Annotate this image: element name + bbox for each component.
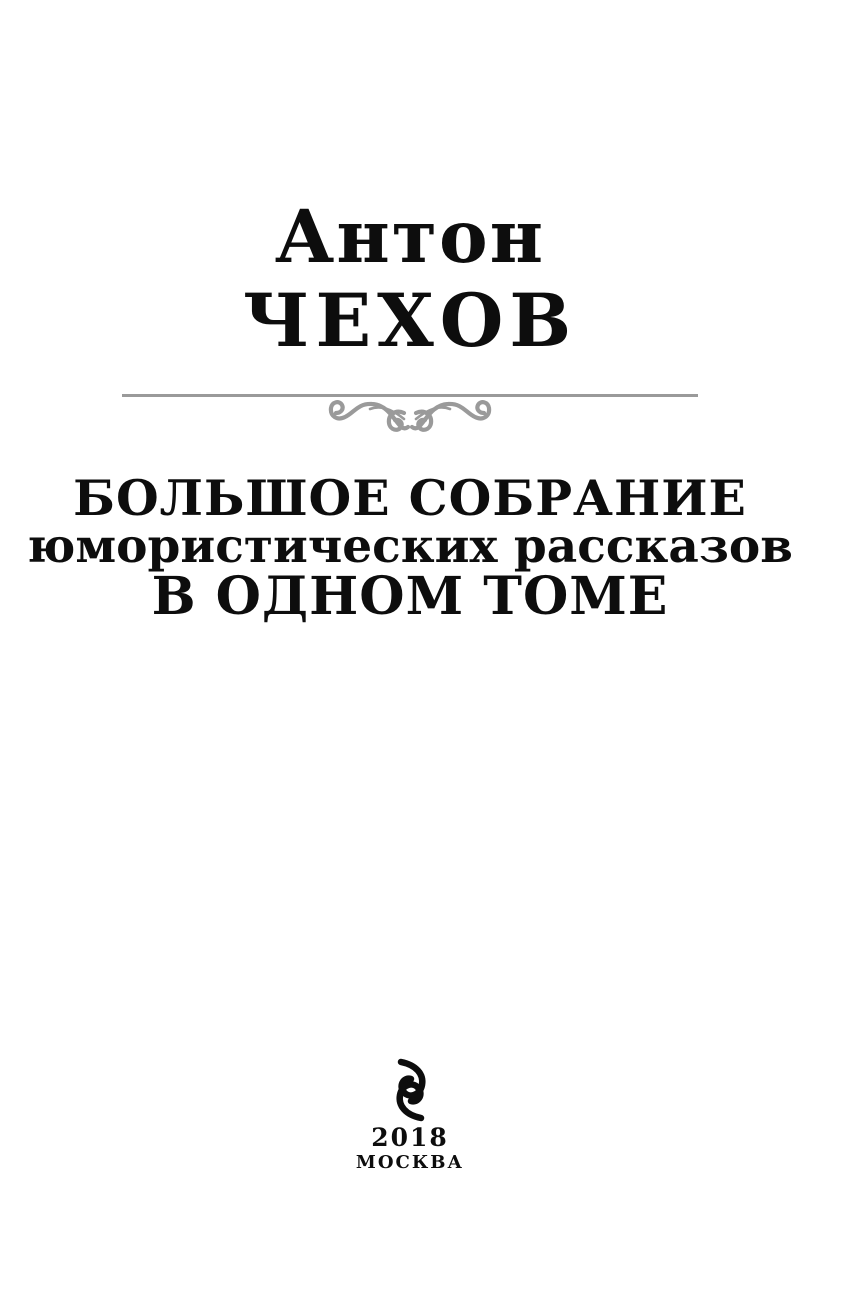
author-first-name: Антон — [274, 194, 546, 280]
flourish-ornament-icon — [320, 393, 500, 441]
book-title-line-3: В ОДНОМ ТОМЕ — [151, 566, 669, 627]
publication-city: МОСКВА — [355, 1152, 465, 1173]
publication-year: 2018 — [371, 1123, 449, 1152]
publisher-logo-icon — [389, 1058, 433, 1122]
book-title-line-2: юмористических рассказов — [27, 519, 793, 574]
author-surname: ЧЕХОВ — [242, 278, 578, 364]
book-title-line-1: БОЛЬШОЕ СОБРАНИЕ — [73, 469, 747, 527]
